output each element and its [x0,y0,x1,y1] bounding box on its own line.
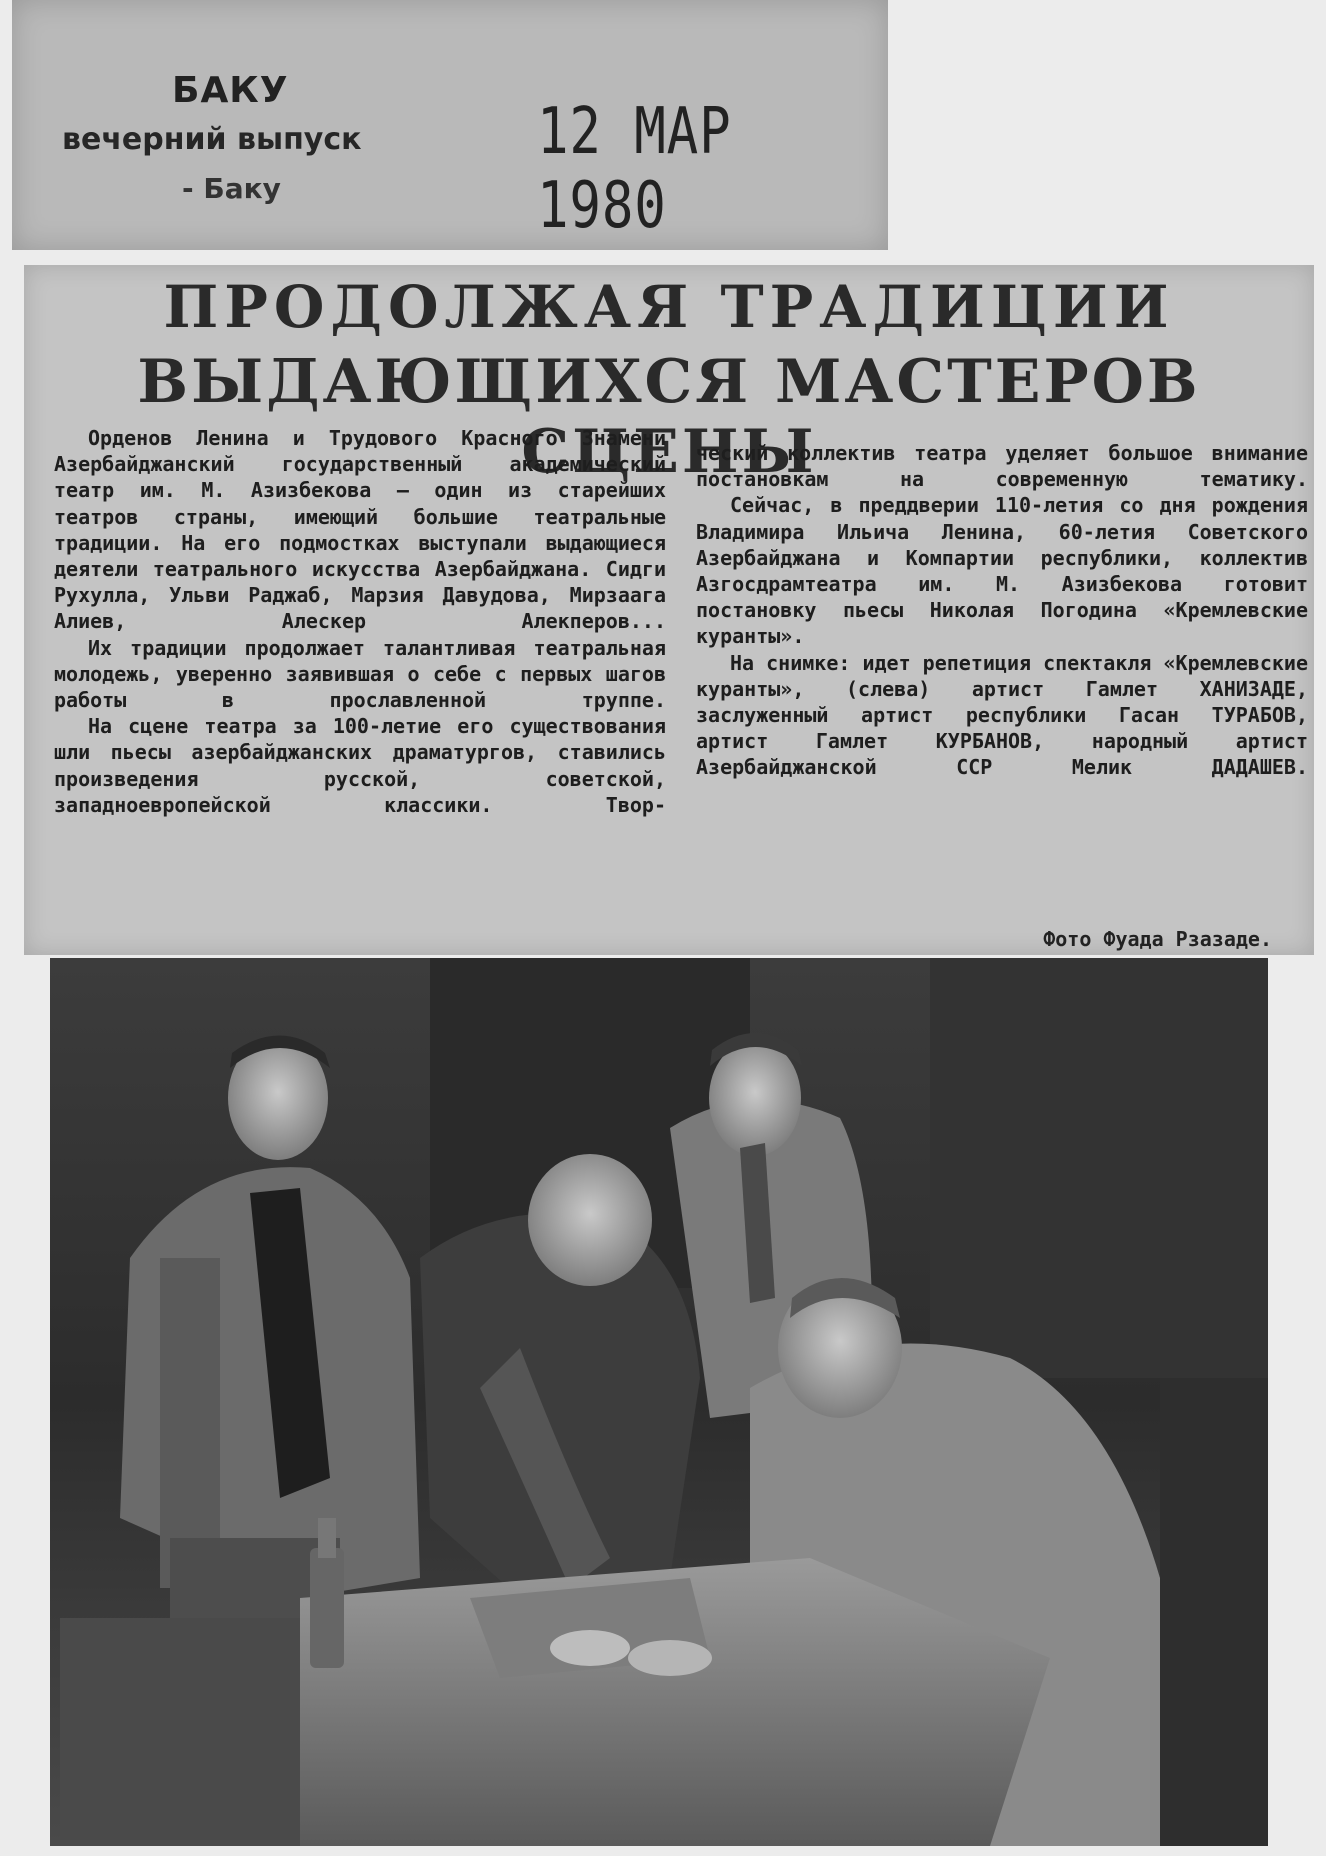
stamp-date: 12 МАР 1980 [537,95,732,243]
rehearsal-photo [50,958,1268,1846]
stamp-city: БАКУ [172,70,289,111]
stamp-city-small: - Баку [182,172,281,205]
paragraph: Орденов Ленина и Трудового Красного Знамени Азербайджанский государственный академический театр им. М. Азизбекова — один из старейших театров страны, имеющий большие театральные традиции. На его подмостках выступали выдающиеся деятели театрального искусства Азербайджана. Сидги Рухулла, Ульви Раджаб, Марзия Давудова, Мирзаага Алиев, Алескер Алекперов... [54,426,666,634]
headline-line-1: ПРОДОЛЖАЯ ТРАДИЦИИ [163,273,1175,341]
headline-line-2: ВЫДАЮЩИХСЯ МАСТЕРОВ СЦЕНЫ [137,347,1201,487]
paragraph: На сцене театра за 100-летие его существования шли пьесы азербайджанских драматургов, ставились произведения русской, советской, западноевропейской классики. Твор- [54,714,666,817]
publication-stamp [12,0,888,250]
paragraph: Сейчас, в преддверии 110-летия со дня рождения Владимира Ильича Ленина, 60-летия Советского Азербайджана и Компартии республики, коллектив Азгосдрамтеатра им. М. Азизбекова готовит постановку пьесы Николая Погодина «Кремлевские куранты». [696,493,1308,649]
stamp-edition: вечерний выпуск [62,122,362,157]
article-column-right [696,440,1308,781]
paragraph: На снимке: идет репетиция спектакля «Кремлевские куранты», (слева) артист Гамлет ХАНИЗАДЕ, заслуженный артист республики Гасан ТУРАБОВ, артист Гамлет КУРБАНОВ, народный артист Азербайджанской ССР Мелик ДАДАШЕВ. [696,650,1308,780]
newspaper-clipping [24,265,1314,955]
rehearsal-photo-image [50,958,1268,1846]
paragraph: ческий коллектив театра уделяет большое внимание постановкам на современную тематику. [696,441,1308,492]
article-column-left [54,425,666,818]
paragraph: Их традиции продолжает талантливая театральная молодежь, уверенно заявившая о себе с первых шагов работы в прославленной труппе. [54,635,666,713]
photo-credit: Фото Фуада Рзазаде. [1043,927,1272,951]
